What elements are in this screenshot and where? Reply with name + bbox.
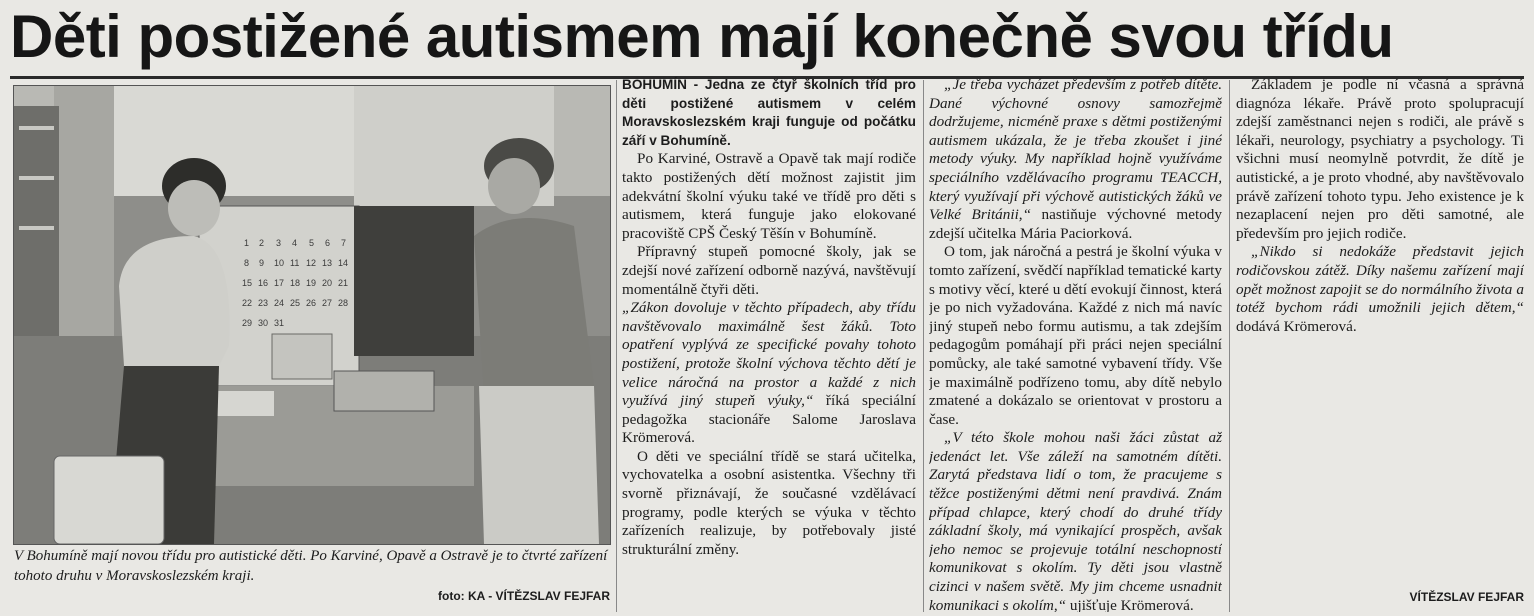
calendar-day: 18 xyxy=(290,278,301,288)
classroom-photo xyxy=(14,86,610,544)
quote-attribution: dodává Krömerová. xyxy=(1236,317,1357,335)
article-paragraph: O děti ve speciální třídě se stará učitelka, vychovatelka a osobní asistentka. Všechny tři svorně přiznávají, že současné vzdělávací programy, podle kterých se výuka v těchto zařízeních realizuje, by potřebovaly jisté strukturální změny. xyxy=(622,447,916,558)
calendar-day: 6 xyxy=(325,238,331,248)
article-paragraph xyxy=(622,299,916,448)
headline: Děti postižené autismem mají konečně svou třídu xyxy=(10,3,1394,70)
calendar-day: 20 xyxy=(322,278,333,288)
calendar-day: 27 xyxy=(322,298,333,308)
photo-credit: foto: KA - VÍTĚZSLAV FEJFAR xyxy=(438,589,610,603)
quote-attribution: nastiňuje výchovné metody zdejší učitelka Mária Paciorková. xyxy=(929,206,1222,242)
article-author: VÍTĚZSLAV FEJFAR xyxy=(1409,590,1524,604)
photo-caption: V Bohumíně mají novou třídu pro autistické děti. Po Karviné, Opavě a Ostravě je to čtvrté zařízení tohoto druhu v Moravskoslezském kraji. xyxy=(14,548,608,584)
quote: „Zákon dovoluje v těchto případech, aby třídu navštěvovalo maximálně šest žáků. Toto opatření vyplývá ze specifické povahy tohoto postižení, protože školní výchova těchto dětí je velice náročná na prostor a každé z nich využívá jiný stupeň výuky,“ xyxy=(622,299,916,410)
calendar-day: 7 xyxy=(341,238,347,248)
column-separator xyxy=(923,80,924,612)
calendar-day: 11 xyxy=(290,258,300,268)
calendar-day: 14 xyxy=(338,258,349,268)
article-column-2 xyxy=(929,76,1222,612)
calendar-day: 19 xyxy=(306,278,317,288)
column-separator xyxy=(1229,80,1230,612)
calendar-day: 25 xyxy=(290,298,301,308)
calendar-day: 9 xyxy=(259,258,265,268)
calendar-day: 28 xyxy=(338,298,349,308)
calendar-day: 12 xyxy=(306,258,317,268)
article-paragraph: O tom, jak náročná a pestrá je školní výuka v tomto zařízení, svědčí například tematické karty s motivy věcí, které u dětí evokují činnost, která je po nich vyžadována. Každé z nich má navíc jiný stupeň nebo formu autismu, a tak zdejším pedagogům pomáhají při práci nejen speciální pomůcky, ale také samotné vybavení třídy. Vše je maximálně podřízeno tomu, aby dítě nebylo zmatené a dokázalo se orientovat v prostoru a čase. xyxy=(929,243,1222,428)
calendar-day: 15 xyxy=(242,278,253,288)
calendar-day: 21 xyxy=(338,278,349,288)
column-separator xyxy=(616,80,617,612)
calendar-day: 26 xyxy=(306,298,317,308)
article-paragraph xyxy=(929,76,1222,243)
article-paragraph: Základem je podle ní včasná a správná diagnóza lékaře. Právě proto spolupracují zdejší zaměstnanci nejen s rodiči, ale právě s lékaři, neurology, psychiatry a psychology. Ti všichni musí neomylně potvrdit, že dítě je autistické, a je proto vhodné, aby navštěvovalo právě zařízení tohoto typu. Jeho existence je k nezaplacení nejen pro děti samotné, ale především pro jejich rodiče. xyxy=(1236,76,1524,242)
article-column-1 xyxy=(622,76,916,612)
calendar-day: 24 xyxy=(274,298,285,308)
calendar-day: 4 xyxy=(292,238,298,248)
calendar-day: 1 xyxy=(244,238,250,248)
calendar-day: 31 xyxy=(274,318,285,328)
article-column-3 xyxy=(1236,76,1524,612)
calendar-day: 3 xyxy=(276,238,282,248)
article-lead: BOHUMÍN - Jedna ze čtyř školních tříd pro děti postižené autismem v celém Moravskoslezském kraji funguje od počátku září v Bohumíně. xyxy=(622,77,916,148)
calendar-day: 5 xyxy=(309,238,315,248)
calendar-day: 29 xyxy=(242,318,253,328)
article-photo xyxy=(13,85,611,545)
quote: „V této škole mohou naši žáci zůstat až jedenáct let. Vše záleží na samotném dítěti. Zarytá představa lidí o tom, že pracujeme s těžce postiženými dětmi není pravdivá. Znám případ chlapce, který chodí do druhé třídy základní školy, má vynikající prospěch, avšak jeho nemoc se projevuje totální neschopností komunikovat s okolím. Ty děti jsou vlastně cizinci v našem světě. My jim chceme usnadnit komunikaci s okolím,“ xyxy=(929,429,1222,612)
calendar-day: 30 xyxy=(258,318,269,328)
article-paragraph: Po Karviné, Ostravě a Opavě tak mají rodiče takto postižených dětí možnost zajistit jim adekvátní školní výuku také ve třídě pro děti s autismem, která funguje jako elokované pracoviště CPŠ Český Těšín v Bohumíně. xyxy=(622,150,916,242)
quote: „Je třeba vycházet především z potřeb dítěte. Dané výchovné osnovy samozřejmě dodržujeme, nicméně praxe s dětmi postiženými autismem ukázala, že je třeba zkoušet i jiné metody výuky. My například hojně využíváme speciálního vzdělávacího programu TEACCH, který využívají při výchově autistických žáků ve Velké Británii,“ xyxy=(929,76,1222,224)
calendar-day: 23 xyxy=(258,298,269,308)
article-paragraph xyxy=(1236,243,1524,336)
quote-attribution: ujišťuje Krömerová. xyxy=(1066,596,1194,612)
quote-attribution: říká speciální pedagožka stacionáře Salome Jaroslava Krömerová. xyxy=(622,392,916,447)
calendar-day: 13 xyxy=(322,258,333,268)
calendar-day: 16 xyxy=(258,278,269,288)
calendar-day: 2 xyxy=(259,238,265,248)
calendar-day: 8 xyxy=(244,258,250,268)
calendar-day: 10 xyxy=(274,258,285,268)
calendar-day: 17 xyxy=(274,278,285,288)
quote: „Nikdo si nedokáže představit jejich rodičovskou zátěž. Díky našemu zařízení mají opět možnost zapojit se do normálního života a totéž bychom rádi umožnili jejich dětem,“ xyxy=(1236,243,1524,317)
calendar-day: 22 xyxy=(242,298,253,308)
article-paragraph xyxy=(929,429,1222,612)
article-paragraph: Přípravný stupeň pomocné školy, jak se zdejší nové zařízení odborně nazývá, navštěvují momentálně čtyři děti. xyxy=(622,243,916,298)
